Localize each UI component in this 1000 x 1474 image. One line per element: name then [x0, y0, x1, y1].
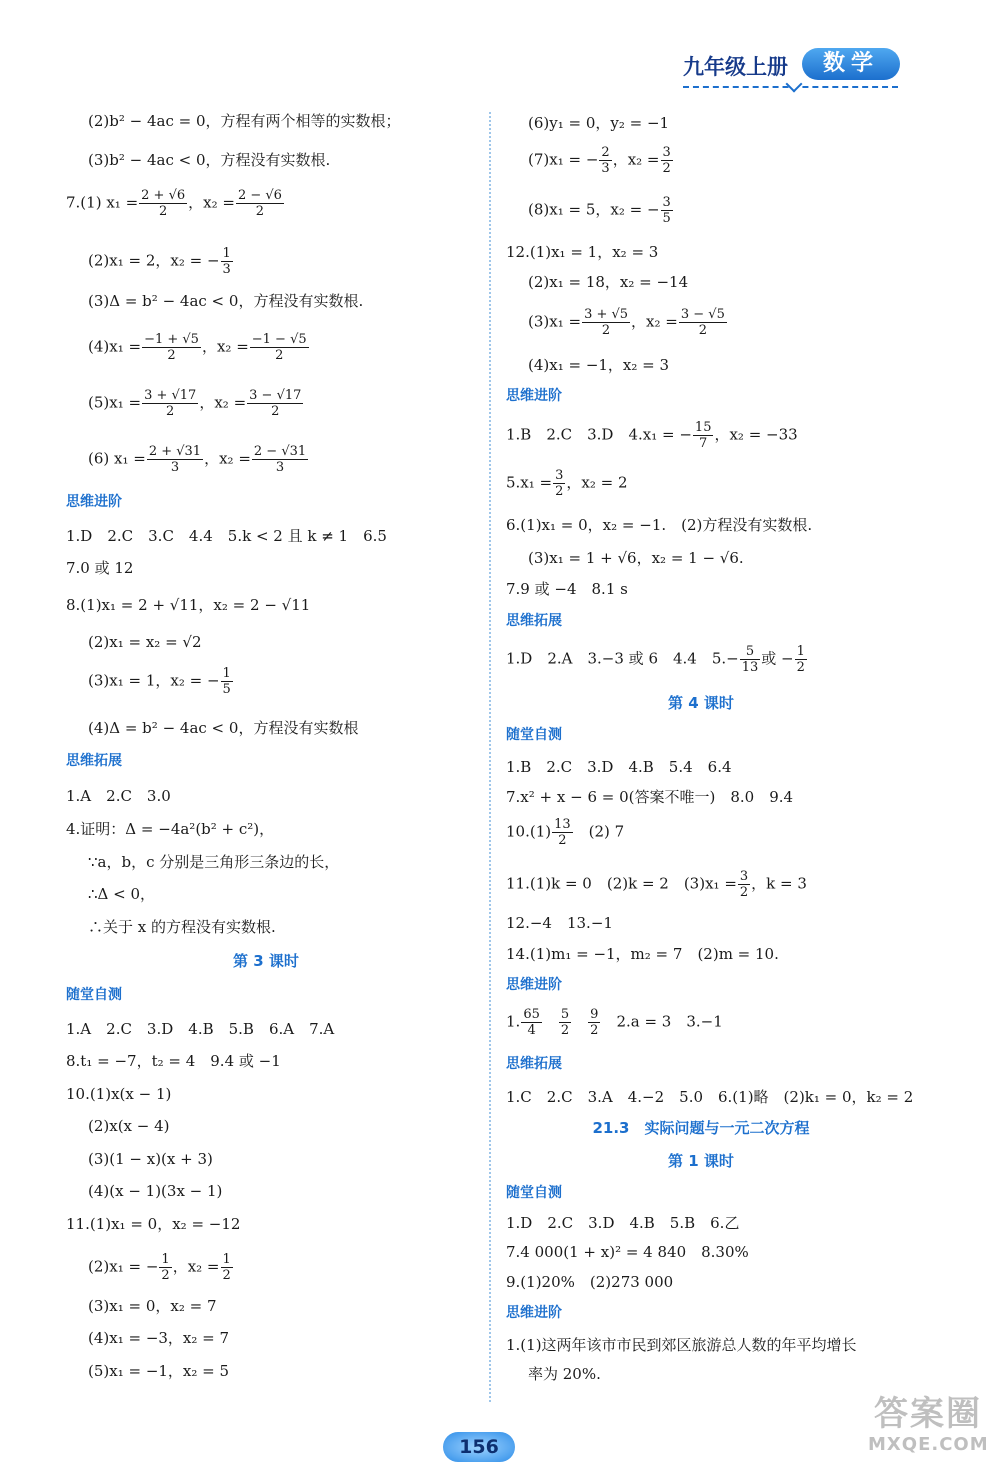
fraction: $\frac{2 - √31}{3}$: [253, 444, 307, 475]
section-heading: 思维进阶: [506, 977, 562, 993]
fraction: $\frac{1}{5}$: [222, 666, 231, 697]
answer-line: (2)x(x − 4): [88, 1117, 170, 1135]
answer-line: 7.(1) x₁ = $\frac{2 + √6}{2}$ ，x₂ = $\frac{2 - √6}{2}$: [66, 188, 282, 219]
answer-line: 11.(1)x₁ = 0，x₂ = −12: [66, 1215, 241, 1233]
fraction: $\frac{3 + √5}{2}$: [584, 307, 629, 338]
answer-line: ∴关于 x 的方程没有实数根.: [88, 918, 276, 936]
answer-line: 12.(1)x₁ = 1，x₂ = 3: [506, 243, 659, 261]
answer-line: (7)x₁ = − $\frac{2}{3}$ ，x₂ = $\frac{3}{2}$: [528, 145, 671, 176]
answer-line: (3)x₁ = 0，x₂ = 7: [88, 1297, 217, 1315]
watermark-logo: [868, 1395, 988, 1465]
section-heading: 思维拓展: [506, 1056, 562, 1072]
answer-line: 9.(1)20% (2)273 000: [506, 1273, 674, 1291]
fraction: $\frac{65}{4}$: [523, 1007, 540, 1038]
answer-line: 1.B 2.C 3.D 4.x₁ = − $\frac{15}{7}$ ，x₂ = −33: [506, 420, 798, 451]
answer-line: (8)x₁ = 5，x₂ = − $\frac{3}{5}$: [528, 195, 671, 226]
fraction: $\frac{-1 - √5}{2}$: [251, 332, 307, 363]
fraction: $\frac{2 - √6}{2}$: [237, 188, 282, 219]
answer-line: (3)x₁ = 1 + √6，x₂ = 1 − √6.: [528, 549, 744, 567]
fraction: $\frac{3}{2}$: [555, 468, 564, 499]
answer-line: (4)x₁ = $\frac{-1 + √5}{2}$ ，x₂ = $\frac{-1 - √5}{2}$: [88, 332, 307, 363]
page-number: 156: [443, 1432, 515, 1462]
answer-line: 7.x² + x − 6 = 0(答案不唯一) 8.0 9.4: [506, 788, 794, 806]
answer-line: (3)x₁ = 1，x₂ = − $\frac{1}{5}$: [88, 666, 231, 697]
answer-line: 8.t₁ = −7，t₂ = 4 9.4 或 −1: [66, 1052, 281, 1070]
answer-line: 1.C 2.C 3.A 4.−2 5.0 6.(1)略 (2)k₁ = 0，k₂ = 2: [506, 1088, 914, 1106]
answer-line: (3)x₁ = $\frac{3 + √5}{2}$ ，x₂ = $\frac{3 - √5}{2}$: [528, 307, 725, 338]
fraction: $\frac{3 + √17}{2}$: [144, 388, 197, 419]
fraction: $\frac{1}{2}$: [796, 644, 805, 675]
fraction: $\frac{2}{3}$: [601, 145, 610, 176]
subject-badge: 数学: [802, 48, 900, 80]
section-heading: 思维进阶: [506, 388, 562, 404]
fraction: $\frac{3}{5}$: [662, 195, 671, 226]
answer-line: 1.B 2.C 3.D 4.B 5.4 6.4: [506, 758, 732, 776]
lesson-title: 第 1 课时: [668, 1152, 734, 1170]
fraction: $\frac{1}{2}$: [161, 1252, 170, 1283]
fraction: $\frac{2 + √6}{2}$: [141, 188, 186, 219]
answer-line: (2)x₁ = x₂ = √2: [88, 633, 202, 651]
answer-line: 1.D 2.A 3.−3 或 6 4.4 5.− $\frac{5}{13}$ 或 − $\frac{1}{2}$: [506, 644, 805, 675]
answer-line: 5.x₁ = $\frac{3}{2}$ ，x₂ = 2: [506, 468, 628, 499]
answer-line: (3)b² − 4ac < 0，方程没有实数根.: [88, 151, 331, 169]
fraction: $\frac{5}{13}$: [741, 644, 759, 675]
fraction: $\frac{13}{2}$: [554, 817, 571, 848]
answer-line: 率为 20%.: [528, 1365, 601, 1383]
answer-line: (2)x₁ = − $\frac{1}{2}$ ，x₂ = $\frac{1}{2}$: [88, 1252, 231, 1283]
answer-line: 7.0 或 12: [66, 559, 134, 577]
fraction: $\frac{1}{2}$: [222, 1252, 231, 1283]
answer-line: (4)x₁ = −1，x₂ = 3: [528, 356, 670, 374]
answer-line: 1.D 2.C 3.D 4.B 5.B 6.乙: [506, 1214, 740, 1232]
fraction: $\frac{9}{2}$: [590, 1007, 599, 1038]
answer-line: 6.(1)x₁ = 0，x₂ = −1. (2)方程没有实数根.: [506, 516, 813, 534]
answer-line: (5)x₁ = $\frac{3 + √17}{2}$ ，x₂ = $\frac{3 - √17}{2}$: [88, 388, 302, 419]
answer-line: 8.(1)x₁ = 2 + √11，x₂ = 2 − √11: [66, 596, 311, 614]
section-heading: 思维进阶: [506, 1305, 562, 1321]
fraction: $\frac{3 - √17}{2}$: [249, 388, 302, 419]
lesson-title: 第 4 课时: [668, 694, 734, 712]
answer-line: ∴Δ < 0，: [88, 885, 156, 903]
answer-line: 1. $\frac{65}{4}$ $\frac{5}{2}$ $\frac{9}{2}$ 2.a = 3 3.−1: [506, 1007, 723, 1038]
section-heading: 随堂自测: [506, 727, 562, 743]
answer-line: ∵a，b，c 分别是三角形三条边的长，: [88, 853, 340, 871]
answer-line: (3)Δ = b² − 4ac < 0，方程没有实数根.: [88, 292, 364, 310]
answer-line: (3)(1 − x)(x + 3): [88, 1150, 213, 1168]
fraction: $\frac{3}{2}$: [739, 869, 749, 900]
grade-label: 九年级上册: [683, 55, 788, 79]
fraction: $\frac{1}{3}$: [222, 246, 231, 277]
answer-line: 7.9 或 −4 8.1 s: [506, 580, 628, 598]
fraction: $\frac{3 - √5}{2}$: [680, 307, 725, 338]
fraction: $\frac{-1 + √5}{2}$: [144, 332, 199, 363]
answer-line: (2)b² − 4ac = 0，方程有两个相等的实数根；: [88, 112, 401, 130]
answer-line: 10.(1) $\frac{13}{2}$ (2) 7: [506, 817, 625, 848]
answer-line: (2)x₁ = 2，x₂ = − $\frac{1}{3}$: [88, 246, 231, 277]
section-heading: 思维拓展: [66, 753, 122, 769]
watermark-text: 答案圈: [874, 1394, 982, 1434]
fraction: $\frac{15}{7}$: [694, 420, 712, 451]
answer-line: (4)x₁ = −3，x₂ = 7: [88, 1329, 230, 1347]
watermark-url: MXQE.COM: [868, 1434, 989, 1455]
answer-line: 14.(1)m₁ = −1，m₂ = 7 (2)m = 10.: [506, 945, 779, 963]
answer-line: 4.证明：Δ = −4a²(b² + c²)，: [66, 820, 275, 838]
answer-line: (4)(x − 1)(3x − 1): [88, 1182, 223, 1200]
fraction: $\frac{2 + √31}{3}$: [148, 444, 202, 475]
lesson-title: 第 3 课时: [233, 952, 299, 970]
chapter-title: 21.3 实际问题与一元二次方程: [592, 1119, 810, 1137]
answer-line: 1.D 2.C 3.C 4.4 5.k < 2 且 k ≠ 1 6.5: [66, 527, 387, 545]
answer-line: (6) x₁ = $\frac{2 + √31}{3}$ ，x₂ = $\frac{2 - √31}{3}$: [88, 444, 307, 475]
answer-line: (4)Δ = b² − 4ac < 0，方程没有实数根: [88, 719, 359, 737]
answer-line: 1.A 2.C 3.D 4.B 5.B 6.A 7.A: [66, 1020, 335, 1038]
header-caret-icon: [786, 76, 803, 93]
section-heading: 随堂自测: [506, 1185, 562, 1201]
fraction: $\frac{5}{2}$: [560, 1007, 570, 1038]
section-heading: 思维进阶: [66, 494, 122, 510]
answer-line: 10.(1)x(x − 1): [66, 1085, 172, 1103]
section-heading: 思维拓展: [506, 613, 562, 629]
answer-line: 12.−4 13.−1: [506, 914, 613, 932]
column-divider: [489, 112, 491, 1402]
answer-line: 7.4 000(1 + x)² = 4 840 8.30%: [506, 1243, 749, 1261]
answer-line: 1.(1)这两年该市市民到郊区旅游总人数的年平均增长: [506, 1336, 857, 1354]
answer-line: 1.A 2.C 3.0: [66, 787, 171, 805]
answer-line: (5)x₁ = −1，x₂ = 5: [88, 1362, 230, 1380]
section-heading: 随堂自测: [66, 987, 122, 1003]
answer-line: (2)x₁ = 18，x₂ = −14: [528, 273, 689, 291]
answer-line: 11.(1)k = 0 (2)k = 2 (3)x₁ = $\frac{3}{2}$ ，k = 3: [506, 869, 807, 900]
answer-line: (6)y₁ = 0，y₂ = −1: [528, 114, 670, 132]
fraction: $\frac{3}{2}$: [662, 145, 671, 176]
